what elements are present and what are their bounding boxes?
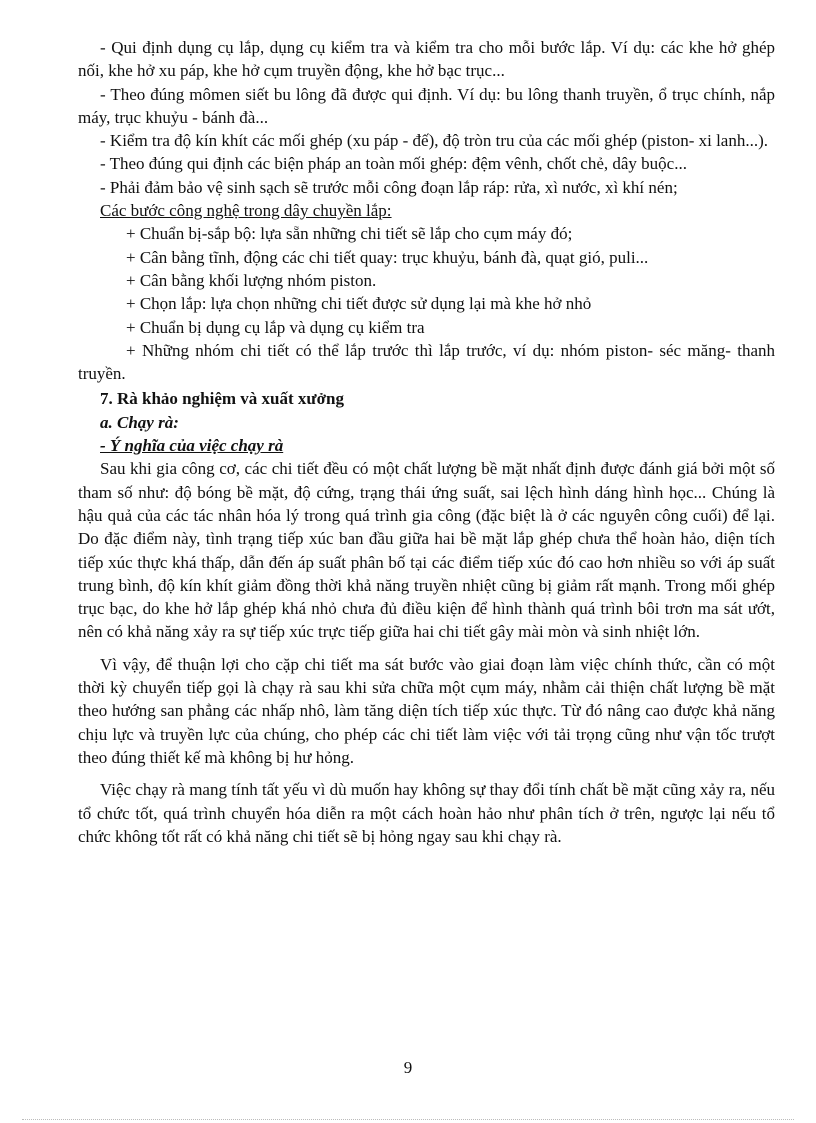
- bullet-item: - Kiểm tra độ kín khít các mối ghép (xu páp - đế), độ tròn tru của các mối ghép (piston- xi lanh...).: [100, 131, 769, 151]
- step-item: + Cân bằng tĩnh, động các chi tiết quay: trục khuỷu, bánh đà, quạt gió, puli...: [126, 247, 649, 267]
- section-heading: 7. Rà khảo nghiệm và xuất xưởng: [100, 389, 344, 409]
- bullet-item: - Theo đúng qui định các biện pháp an toàn mối ghép: đệm vênh, chốt chẻ, dây buộc...: [100, 154, 687, 174]
- footer-divider: [22, 1119, 794, 1120]
- step-item: + Chuẩn bị-sắp bộ: lựa sẵn những chi tiết sẽ lắp cho cụm máy đó;: [126, 224, 573, 244]
- step-item: + Những nhóm chi tiết có thể lắp trước thì lắp trước, ví dụ: nhóm piston- séc măng- thanh truyền.: [78, 340, 775, 384]
- body-paragraph: Vì vậy, để thuận lợi cho cặp chi tiết ma sát bước vào giai đoạn làm việc chính thức, cần có một thời kỳ chuyển tiếp gọi là chạy rà sau khi sửa chữa một cụm máy, nhằm cải thiện chất lượng bề mặt theo hướng san phẳng các nhấp nhô, làm tăng diện tích tiếp xúc thực. Từ đó nâng cao được khả năng chịu lực và truyền lực của chúng, cho phép các chi tiết làm việc với tải trọng cũng như vận tốc trượt theo đúng thiết kế mà không bị hư hỏng.: [78, 654, 775, 767]
- subheading-meaning: - Ý nghĩa của việc chạy rà: [100, 436, 284, 456]
- steps-title-text: Các bước công nghệ trong dây chuyền lắp:: [100, 201, 392, 221]
- body-paragraph: Sau khi gia công cơ, các chi tiết đều có một chất lượng bề mặt nhất định được đánh giá bởi một số tham số như: độ bóng bề mặt, độ cứng, trạng thái ứng suất, sai lệch hình dáng hình học... Chúng là hậu quả của các tác nhân hóa lý trong quá trình gia công (đặc biệt là ở các nguyên công cuối) để lại. Do đặc điểm này, tình trạng tiếp xúc ban đầu giữa hai bề mặt lắp ghép chưa thể hoàn hảo, diện tích tiếp xúc thực khá thấp, dẫn đến áp suất phân bố tại các điểm tiếp xúc đó cao hơn nhiều so với áp suất trung bình, độ kín khít giảm đồng thời khả năng truyền nhiệt cũng bị giảm rất mạnh. Trong mối ghép trục bạc, do khe hở lắp ghép khá nhỏ chưa đủ điều kiện để hình thành quá trình bôi trơn ma sát ướt, nên có khả năng xảy ra sự tiếp xúc trực tiếp giữa hai chi tiết gây mài mòn và sinh nhiệt lớn.: [78, 459, 775, 642]
- bullet-item: - Qui định dụng cụ lắp, dụng cụ kiểm tra và kiểm tra cho mỗi bước lắp. Ví dụ: các khe hở ghép nối, khe hở xu páp, khe hở cụm truyền động, khe hở bạc trục...: [78, 38, 775, 81]
- page-number: 9: [403, 1058, 413, 1077]
- bullet-item: - Theo đúng mômen siết bu lông đã được qui định. Ví dụ: bu lông thanh truyền, ổ trục chính, nắp máy, trục khuỷu - bánh đà...: [78, 84, 775, 127]
- body-paragraph: Việc chạy rà mang tính tất yếu vì dù muốn hay không sự thay đổi tính chất bề mặt cũng xảy ra, nếu tổ chức tốt, quá trình chuyển hóa diễn ra một cách hoàn hảo như phân tích ở trên, ngược lại nếu tổ chức không tốt rất có khả năng chi tiết sẽ bị hỏng ngay sau khi chạy rà.: [78, 780, 775, 846]
- step-item: + Chọn lắp: lựa chọn những chi tiết được sử dụng lại mà khe hở nhỏ: [126, 294, 592, 314]
- step-item: + Cân bằng khối lượng nhóm piston.: [126, 270, 377, 290]
- steps-title: [78, 199, 775, 222]
- document-page: [78, 36, 775, 848]
- step-item: + Chuẩn bị dụng cụ lắp và dụng cụ kiểm tra: [126, 317, 425, 337]
- subheading-a: a. Chạy rà:: [100, 412, 179, 432]
- bullet-item: - Phải đảm bảo vệ sinh sạch sẽ trước mỗi công đoạn lắp ráp: rửa, xì nước, xì khí nén;: [100, 177, 678, 197]
